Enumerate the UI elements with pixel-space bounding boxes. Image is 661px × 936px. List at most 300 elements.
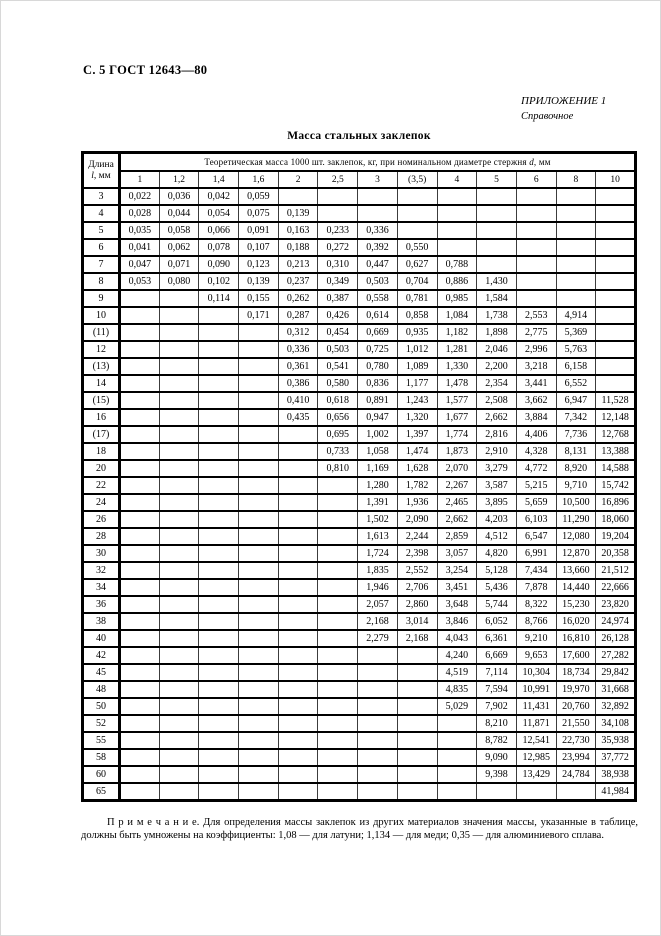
mass-value-cell: 0,041: [120, 239, 160, 256]
mass-value-cell: [358, 698, 398, 715]
mass-value-cell: [120, 630, 160, 647]
mass-value-cell: [477, 222, 517, 239]
mass-value-cell: [318, 528, 358, 545]
length-column-header: [83, 153, 120, 189]
row-length-cell: 22: [83, 477, 120, 494]
mass-value-cell: 1,089: [397, 358, 437, 375]
mass-value-cell: [239, 647, 279, 664]
mass-value-cell: [358, 647, 398, 664]
table-row: [83, 188, 636, 205]
mass-value-cell: [239, 358, 279, 375]
mass-value-cell: 5,659: [516, 494, 556, 511]
mass-value-cell: [239, 715, 279, 732]
mass-value-cell: [159, 460, 199, 477]
mass-value-cell: [318, 681, 358, 698]
mass-value-cell: 14,588: [596, 460, 636, 477]
mass-value-cell: [120, 358, 160, 375]
mass-value-cell: [199, 579, 239, 596]
mass-value-cell: [159, 766, 199, 783]
table-row: [83, 341, 636, 358]
mass-value-cell: [199, 732, 239, 749]
mass-value-cell: [318, 579, 358, 596]
mass-value-cell: 0,059: [239, 188, 279, 205]
mass-value-cell: 12,148: [596, 409, 636, 426]
mass-value-cell: 1,835: [358, 562, 398, 579]
mass-value-cell: 2,465: [437, 494, 477, 511]
mass-value-cell: [199, 596, 239, 613]
mass-value-cell: 2,508: [477, 392, 517, 409]
mass-value-cell: [159, 392, 199, 409]
mass-value-cell: 2,859: [437, 528, 477, 545]
mass-value-cell: 0,891: [358, 392, 398, 409]
mass-value-cell: 0,078: [199, 239, 239, 256]
mass-value-cell: 19,204: [596, 528, 636, 545]
mass-value-cell: [199, 681, 239, 698]
mass-value-cell: 2,910: [477, 443, 517, 460]
mass-value-cell: [159, 562, 199, 579]
mass-value-cell: [199, 477, 239, 494]
mass-value-cell: [239, 341, 279, 358]
mass-value-cell: [120, 477, 160, 494]
mass-value-cell: 3,441: [516, 375, 556, 392]
mass-value-cell: [596, 188, 636, 205]
mass-value-cell: [159, 358, 199, 375]
mass-value-cell: 0,080: [159, 273, 199, 290]
mass-value-cell: 18,734: [556, 664, 596, 681]
mass-value-cell: 37,772: [596, 749, 636, 766]
mass-value-cell: 0,035: [120, 222, 160, 239]
table-row: [83, 766, 636, 783]
mass-value-cell: [596, 222, 636, 239]
row-length-cell: 14: [83, 375, 120, 392]
mass-value-cell: 1,898: [477, 324, 517, 341]
mass-value-cell: [199, 664, 239, 681]
mass-value-cell: 1,724: [358, 545, 398, 562]
mass-value-cell: [477, 205, 517, 222]
mass-value-cell: [199, 647, 239, 664]
table-row: [83, 273, 636, 290]
mass-value-cell: 0,454: [318, 324, 358, 341]
mass-value-cell: [516, 290, 556, 307]
mass-value-cell: [516, 783, 556, 801]
mass-value-cell: 21,512: [596, 562, 636, 579]
row-length-cell: (11): [83, 324, 120, 341]
mass-value-cell: 0,349: [318, 273, 358, 290]
mass-value-cell: 7,594: [477, 681, 517, 698]
mass-value-cell: 15,742: [596, 477, 636, 494]
mass-value-cell: [397, 647, 437, 664]
mass-value-cell: 0,053: [120, 273, 160, 290]
row-length-cell: 38: [83, 613, 120, 630]
mass-value-cell: 0,233: [318, 222, 358, 239]
mass-value-cell: [199, 341, 239, 358]
row-length-cell: 16: [83, 409, 120, 426]
mass-value-cell: 2,706: [397, 579, 437, 596]
mass-value-cell: 10,304: [516, 664, 556, 681]
diameter-header-cell: 1: [120, 171, 160, 188]
mass-value-cell: [239, 426, 279, 443]
mass-value-cell: [358, 205, 398, 222]
mass-value-cell: 2,662: [477, 409, 517, 426]
table-row: [83, 630, 636, 647]
mass-value-cell: 0,054: [199, 205, 239, 222]
mass-value-cell: [239, 511, 279, 528]
mass-value-cell: 19,970: [556, 681, 596, 698]
mass-value-cell: 22,666: [596, 579, 636, 596]
mass-value-cell: 11,528: [596, 392, 636, 409]
mass-value-cell: [159, 443, 199, 460]
mass-value-cell: 23,994: [556, 749, 596, 766]
mass-value-cell: 16,810: [556, 630, 596, 647]
mass-value-cell: [397, 681, 437, 698]
mass-value-cell: 0,669: [358, 324, 398, 341]
mass-value-cell: 1,502: [358, 511, 398, 528]
mass-value-cell: 12,080: [556, 528, 596, 545]
mass-value-cell: [120, 528, 160, 545]
mass-value-cell: [358, 715, 398, 732]
mass-value-cell: [556, 783, 596, 801]
mass-value-cell: 0,725: [358, 341, 398, 358]
mass-value-cell: [239, 783, 279, 801]
mass-value-cell: 2,662: [437, 511, 477, 528]
mass-value-cell: [159, 715, 199, 732]
mass-value-cell: 5,369: [556, 324, 596, 341]
mass-value-cell: [278, 698, 318, 715]
mass-value-cell: 6,361: [477, 630, 517, 647]
mass-value-cell: [239, 732, 279, 749]
mass-value-cell: [120, 494, 160, 511]
diameter-header-cell: 1,4: [199, 171, 239, 188]
mass-value-cell: [318, 783, 358, 801]
mass-value-cell: [318, 749, 358, 766]
mass-value-cell: 9,398: [477, 766, 517, 783]
mass-value-cell: [278, 188, 318, 205]
mass-value-cell: 3,884: [516, 409, 556, 426]
mass-value-cell: [278, 630, 318, 647]
mass-value-cell: [516, 273, 556, 290]
table-row: [83, 613, 636, 630]
mass-value-cell: 2,816: [477, 426, 517, 443]
mass-value-cell: [516, 205, 556, 222]
mass-value-cell: [239, 409, 279, 426]
mass-value-cell: [199, 545, 239, 562]
mass-value-cell: 4,328: [516, 443, 556, 460]
mass-value-cell: [596, 324, 636, 341]
mass-value-cell: [596, 358, 636, 375]
mass-value-cell: [278, 766, 318, 783]
mass-value-cell: [239, 545, 279, 562]
mass-value-cell: 0,336: [278, 341, 318, 358]
mass-value-cell: 2,200: [477, 358, 517, 375]
mass-value-cell: 5,215: [516, 477, 556, 494]
diameter-header-cell: 5: [477, 171, 517, 188]
mass-value-cell: [120, 426, 160, 443]
mass-value-cell: 11,431: [516, 698, 556, 715]
mass-value-cell: 20,760: [556, 698, 596, 715]
mass-value-cell: 3,895: [477, 494, 517, 511]
diameter-header-cell: 8: [556, 171, 596, 188]
mass-value-cell: 0,361: [278, 358, 318, 375]
mass-value-cell: [437, 749, 477, 766]
mass-value-cell: [199, 613, 239, 630]
mass-value-cell: 9,090: [477, 749, 517, 766]
mass-value-cell: [120, 766, 160, 783]
mass-value-cell: [397, 188, 437, 205]
mass-value-cell: 3,014: [397, 613, 437, 630]
mass-value-cell: [199, 375, 239, 392]
row-length-cell: 12: [83, 341, 120, 358]
mass-value-cell: [239, 528, 279, 545]
mass-value-cell: [159, 409, 199, 426]
mass-value-cell: [199, 749, 239, 766]
mass-value-cell: [199, 528, 239, 545]
mass-value-cell: [477, 256, 517, 273]
mass-value-cell: 2,279: [358, 630, 398, 647]
diameter-header-cell: 1,2: [159, 171, 199, 188]
mass-value-cell: 1,738: [477, 307, 517, 324]
mass-value-cell: [159, 630, 199, 647]
mass-value-cell: [318, 188, 358, 205]
mass-value-cell: [239, 664, 279, 681]
mass-value-cell: [120, 290, 160, 307]
table-row: [83, 749, 636, 766]
mass-value-cell: 5,744: [477, 596, 517, 613]
mass-value-cell: [120, 341, 160, 358]
mass-value-cell: 0,058: [159, 222, 199, 239]
table-row: [83, 307, 636, 324]
mass-value-cell: 1,177: [397, 375, 437, 392]
mass-value-cell: 0,810: [318, 460, 358, 477]
mass-value-cell: [278, 426, 318, 443]
mass-value-cell: 4,512: [477, 528, 517, 545]
mass-value-cell: 2,552: [397, 562, 437, 579]
diameter-header-cell: 2,5: [318, 171, 358, 188]
table-row: [83, 358, 636, 375]
mass-value-cell: [199, 783, 239, 801]
mass-value-cell: [556, 188, 596, 205]
mass-value-cell: [159, 732, 199, 749]
mass-value-cell: [318, 511, 358, 528]
mass-value-cell: 6,947: [556, 392, 596, 409]
mass-value-cell: [358, 681, 398, 698]
mass-value-cell: [120, 647, 160, 664]
mass-value-cell: 6,991: [516, 545, 556, 562]
mass-value-cell: 0,102: [199, 273, 239, 290]
mass-value-cell: 0,075: [239, 205, 279, 222]
footnote-lead: П р и м е ч а н и е.: [107, 816, 200, 828]
mass-value-cell: 2,090: [397, 511, 437, 528]
mass-value-cell: 1,584: [477, 290, 517, 307]
mass-value-cell: 1,243: [397, 392, 437, 409]
mass-value-cell: 3,587: [477, 477, 517, 494]
mass-value-cell: [120, 579, 160, 596]
mass-value-cell: [239, 562, 279, 579]
diameter-header-cell: 6: [516, 171, 556, 188]
row-length-cell: 5: [83, 222, 120, 239]
mass-value-cell: 0,558: [358, 290, 398, 307]
mass-value-cell: 1,281: [437, 341, 477, 358]
mass-value-cell: [120, 732, 160, 749]
mass-value-cell: 1,873: [437, 443, 477, 460]
mass-value-cell: 0,858: [397, 307, 437, 324]
mass-value-cell: 21,550: [556, 715, 596, 732]
mass-value-cell: [318, 596, 358, 613]
mass-value-cell: [278, 460, 318, 477]
mass-value-cell: [199, 511, 239, 528]
mass-value-cell: 0,139: [239, 273, 279, 290]
mass-value-cell: [159, 290, 199, 307]
mass-value-cell: 0,947: [358, 409, 398, 426]
table-head: [83, 153, 636, 189]
mass-value-cell: [159, 664, 199, 681]
mass-value-cell: 4,203: [477, 511, 517, 528]
mass-value-cell: 8,210: [477, 715, 517, 732]
mass-value-cell: [278, 664, 318, 681]
mass-value-cell: [120, 749, 160, 766]
mass-value-cell: 0,447: [358, 256, 398, 273]
mass-value-cell: [120, 511, 160, 528]
mass-value-cell: [278, 749, 318, 766]
mass-value-cell: 0,091: [239, 222, 279, 239]
table-row: [83, 545, 636, 562]
mass-value-cell: 8,131: [556, 443, 596, 460]
rivet-table-body: [83, 188, 636, 801]
mass-value-cell: 1,169: [358, 460, 398, 477]
mass-value-cell: 0,695: [318, 426, 358, 443]
mass-value-cell: [278, 443, 318, 460]
mass-value-cell: 3,218: [516, 358, 556, 375]
mass-value-cell: [199, 409, 239, 426]
mass-value-cell: [318, 647, 358, 664]
mass-value-cell: 3,254: [437, 562, 477, 579]
mass-value-cell: 0,312: [278, 324, 318, 341]
mass-value-cell: 8,766: [516, 613, 556, 630]
mass-value-cell: 1,182: [437, 324, 477, 341]
mass-value-cell: [239, 443, 279, 460]
mass-value-cell: 41,984: [596, 783, 636, 801]
mass-value-cell: [120, 596, 160, 613]
mass-value-cell: [159, 494, 199, 511]
table-row: [83, 256, 636, 273]
mass-value-cell: 4,043: [437, 630, 477, 647]
mass-value-cell: 9,210: [516, 630, 556, 647]
table-row: [83, 579, 636, 596]
mass-value-cell: [358, 664, 398, 681]
mass-value-cell: 0,386: [278, 375, 318, 392]
mass-value-cell: [516, 256, 556, 273]
row-length-cell: 24: [83, 494, 120, 511]
mass-value-cell: [596, 307, 636, 324]
mass-value-cell: [556, 222, 596, 239]
mass-value-cell: 1,084: [437, 307, 477, 324]
mass-value-cell: 9,710: [556, 477, 596, 494]
row-length-cell: 65: [83, 783, 120, 801]
mass-value-cell: [278, 579, 318, 596]
row-length-cell: 60: [83, 766, 120, 783]
mass-value-cell: 13,660: [556, 562, 596, 579]
mass-value-cell: [397, 732, 437, 749]
mass-value-cell: [239, 766, 279, 783]
mass-value-cell: 1,577: [437, 392, 477, 409]
mass-value-cell: [596, 273, 636, 290]
mass-value-cell: [278, 545, 318, 562]
mass-value-cell: [437, 783, 477, 801]
mass-value-cell: 6,158: [556, 358, 596, 375]
mass-value-cell: 0,836: [358, 375, 398, 392]
mass-value-cell: 3,846: [437, 613, 477, 630]
mass-value-cell: [159, 613, 199, 630]
mass-value-cell: [159, 698, 199, 715]
appendix-label: ПРИЛОЖЕНИЕ 1: [521, 95, 607, 107]
mass-value-cell: 0,155: [239, 290, 279, 307]
mass-value-cell: 3,662: [516, 392, 556, 409]
mass-value-cell: [358, 766, 398, 783]
mass-value-cell: [120, 375, 160, 392]
mass-value-cell: 0,237: [278, 273, 318, 290]
row-length-cell: 3: [83, 188, 120, 205]
mass-value-cell: [120, 307, 160, 324]
mass-value-cell: 7,878: [516, 579, 556, 596]
mass-value-cell: 0,503: [318, 341, 358, 358]
mass-value-cell: 1,058: [358, 443, 398, 460]
mass-value-cell: 0,114: [199, 290, 239, 307]
mass-value-cell: 2,244: [397, 528, 437, 545]
mass-value-cell: [199, 562, 239, 579]
mass-value-cell: [278, 783, 318, 801]
row-length-cell: 55: [83, 732, 120, 749]
mass-value-cell: [159, 647, 199, 664]
mass-value-cell: [397, 766, 437, 783]
row-length-cell: 36: [83, 596, 120, 613]
row-length-cell: 7: [83, 256, 120, 273]
mass-value-cell: [239, 630, 279, 647]
mass-value-cell: 1,613: [358, 528, 398, 545]
mass-value-cell: [120, 324, 160, 341]
mass-value-cell: 22,730: [556, 732, 596, 749]
mass-value-cell: [159, 528, 199, 545]
table-row: [83, 290, 636, 307]
mass-value-cell: [596, 341, 636, 358]
mass-value-cell: 0,163: [278, 222, 318, 239]
mass-value-cell: [556, 205, 596, 222]
mass-value-cell: [239, 579, 279, 596]
mass-value-cell: [120, 681, 160, 698]
mass-value-cell: 2,775: [516, 324, 556, 341]
row-length-cell: 6: [83, 239, 120, 256]
table-row: [83, 426, 636, 443]
mass-value-cell: [239, 375, 279, 392]
mass-value-cell: 7,902: [477, 698, 517, 715]
mass-value-cell: 0,781: [397, 290, 437, 307]
table-row: [83, 783, 636, 801]
mass-value-cell: 0,022: [120, 188, 160, 205]
mass-value-cell: 0,935: [397, 324, 437, 341]
mass-value-cell: 0,503: [358, 273, 398, 290]
mass-value-cell: [199, 392, 239, 409]
mass-value-cell: 2,553: [516, 307, 556, 324]
mass-value-cell: 6,103: [516, 511, 556, 528]
mass-value-cell: 11,290: [556, 511, 596, 528]
footnote-body: Для определения массы заклепок из других материалов значения массы, указанные в таблице, должны быть умножены на коэффициенты: 1,08 — для латуни; 1,134 — для меди; 0,35 — для алюминиевого сплава.: [81, 816, 639, 841]
mass-value-cell: [159, 307, 199, 324]
mass-value-cell: [437, 715, 477, 732]
mass-value-cell: [397, 715, 437, 732]
table-row: [83, 477, 636, 494]
mass-value-cell: [318, 545, 358, 562]
mass-value-cell: [120, 409, 160, 426]
mass-value-cell: [239, 392, 279, 409]
mass-value-cell: 0,426: [318, 307, 358, 324]
